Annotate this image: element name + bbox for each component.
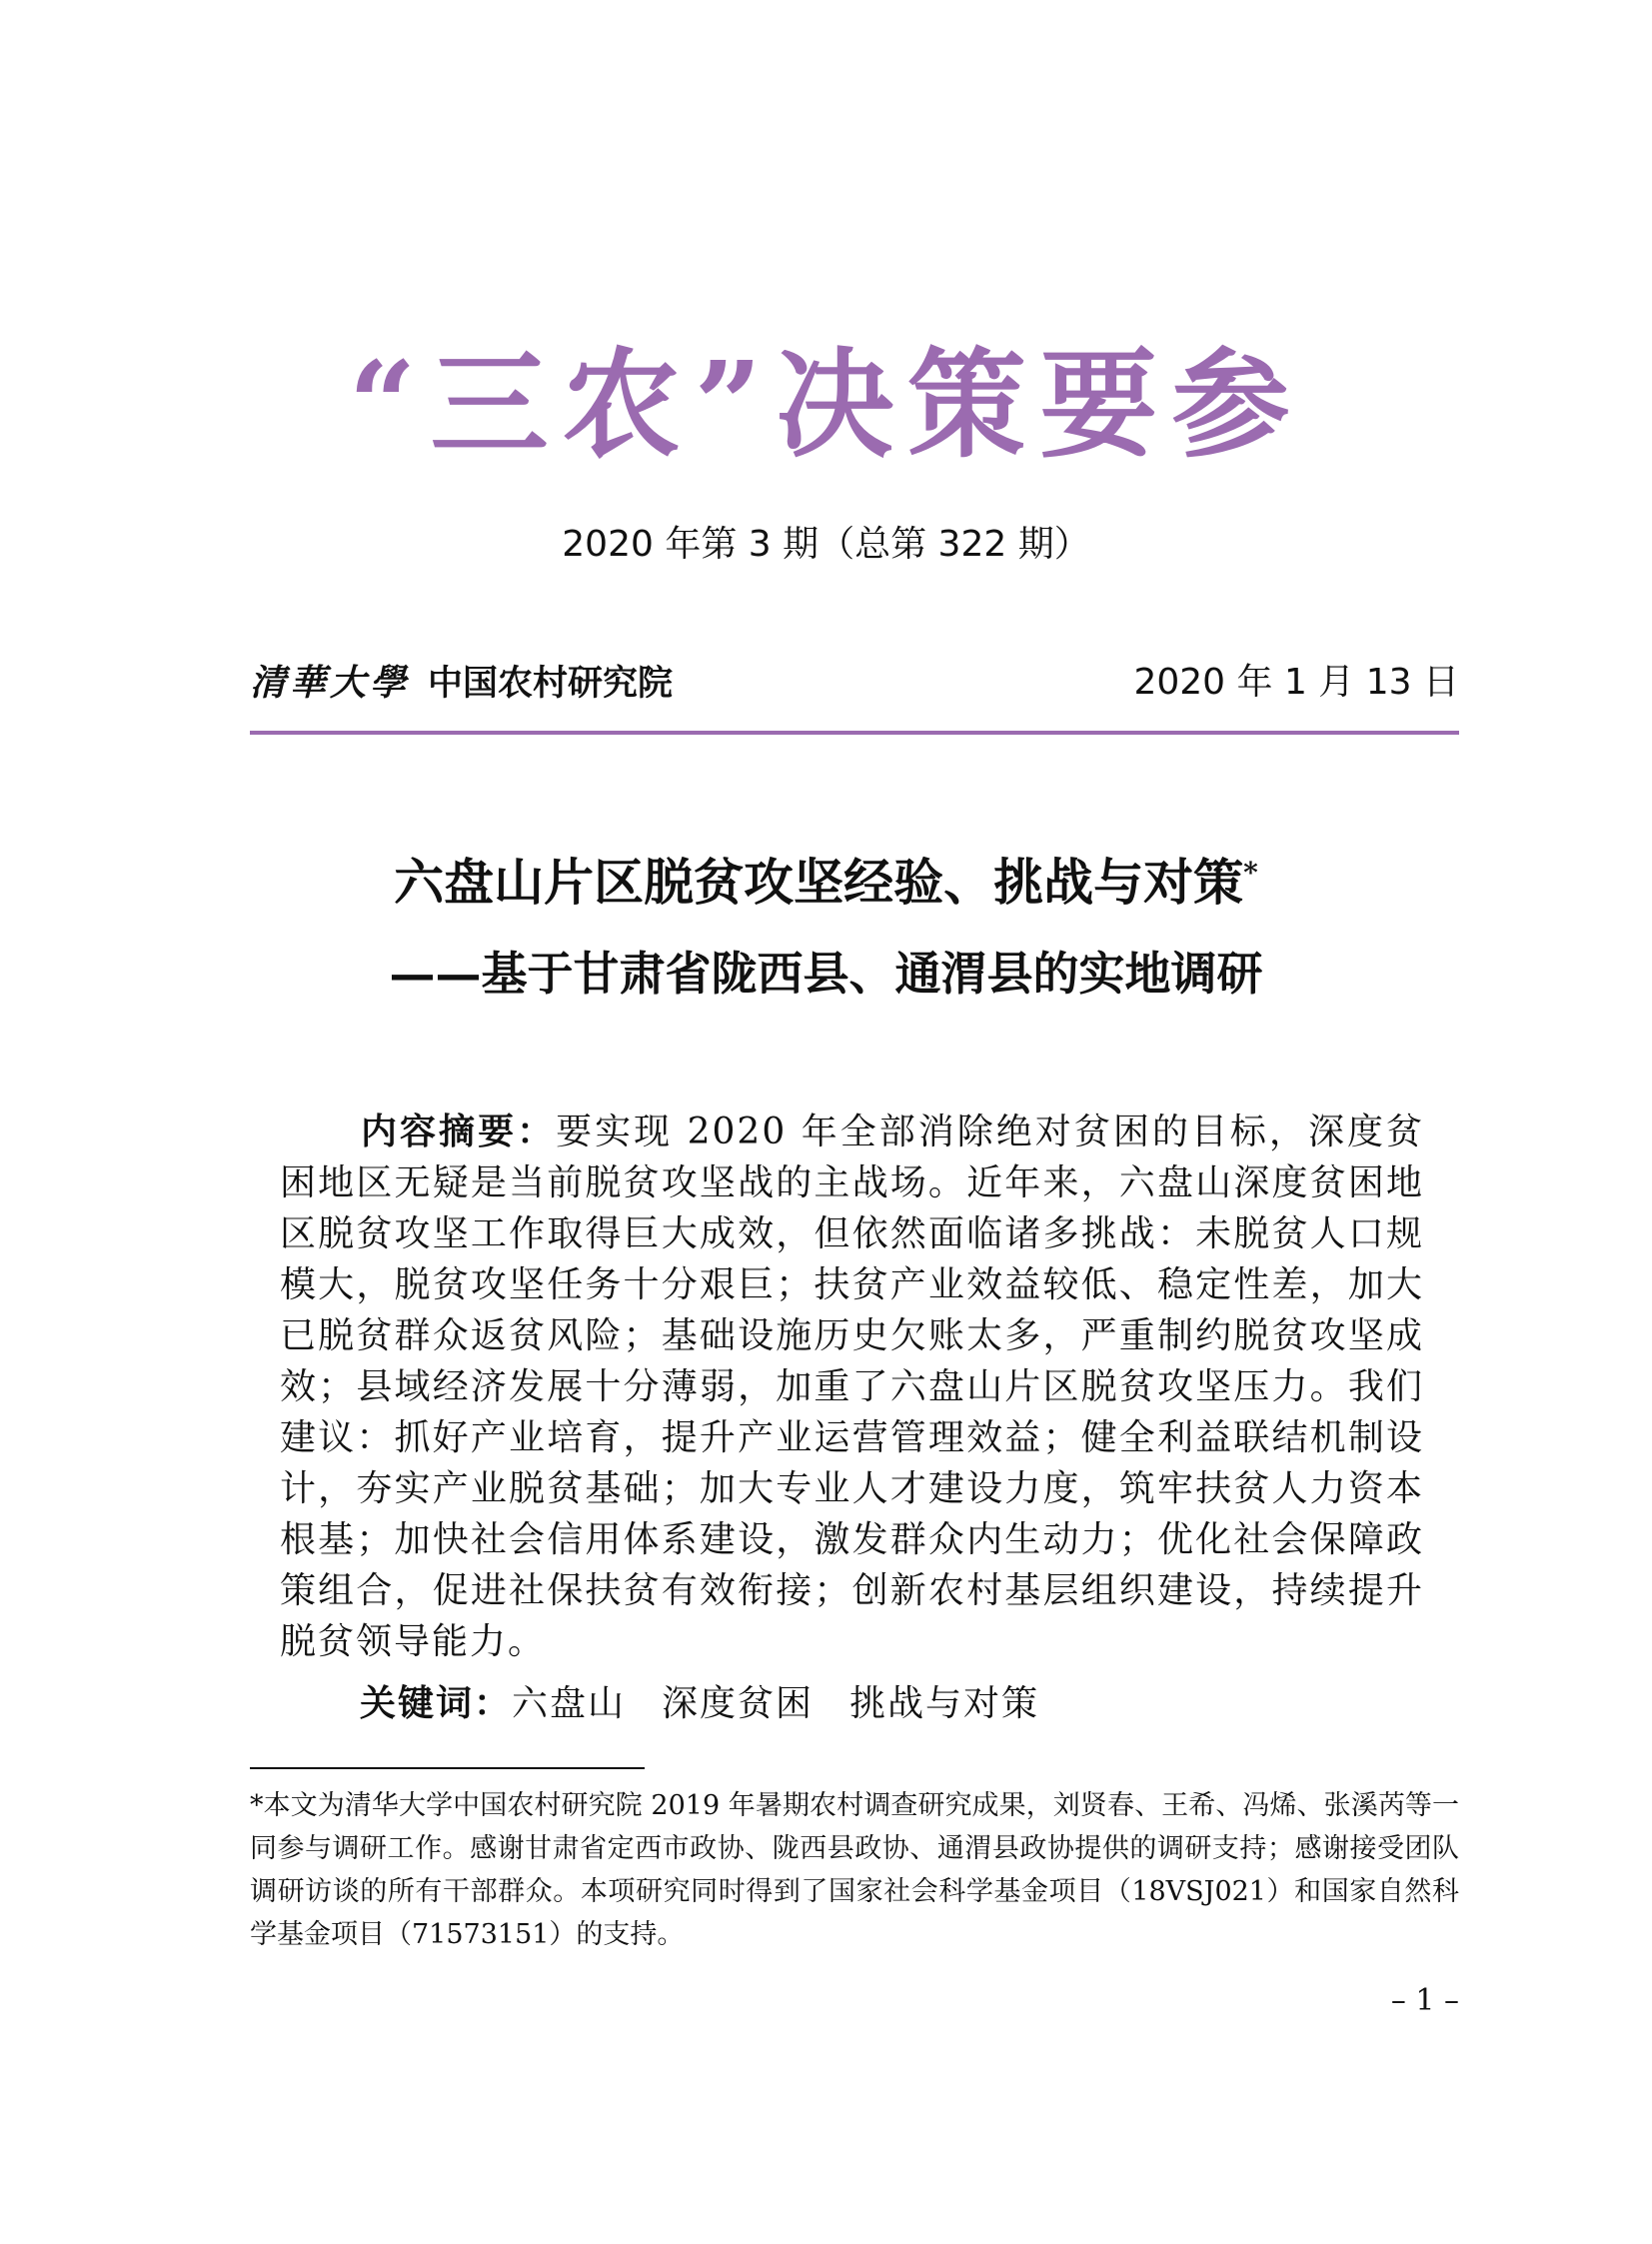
publication-header [250,655,1459,715]
title-footnote-mark: * [1243,856,1258,890]
article-subtitle: ——基于甘肃省陇西县、通渭县的实地调研 [389,947,1263,1001]
masthead-title: “三农”决策要参 [348,335,1304,474]
publication-date: 2020 年 1 月 13 日 [1133,662,1459,703]
keywords [360,1678,1075,1729]
keywords-label: 关键词： [360,1683,513,1724]
keyword: 深度贫困 [662,1683,815,1724]
footnote-divider [250,1767,645,1769]
abstract-label: 内容摘要： [360,1112,557,1152]
article-title [0,848,1652,918]
university-name: 清華大學 [250,662,411,704]
institution [250,655,673,712]
footnote: *本文为清华大学中国农村研究院 2019 年暑期农村调查研究成果，刘贤春、王希、冯烯、张溪芮等一同参与调研工作。感谢甘肃省定西市政协、陇西县政协、通渭县政协提供的调研支持；感谢接受团队调研访谈的所有干部群众。本项研究同时得到了国家社会科学基金项目（18VSJ021）和国家自然科学基金项目（71573151）的支持。 [250,1790,1459,1950]
keyword: 六盘山 [512,1683,627,1724]
title-text: 六盘山片区脱贫攻坚经验、挑战与对策 [394,853,1244,912]
abstract [280,1107,1424,1667]
issue-number: 2020 年第 3 期（总第 322 期） [562,524,1090,565]
keyword: 挑战与对策 [849,1683,1040,1724]
page-number: – 1 – [1390,1983,1459,2018]
header-divider [250,731,1459,735]
abstract-text: 要实现 2020 年全部消除绝对贫困的目标，深度贫困地区无疑是当前脱贫攻坚战的主战场。近年来，六盘山深度贫困地区脱贫攻坚工作取得巨大成效，但依然面临诸多挑战：未脱贫人口规模大，脱贫攻坚任务十分艰巨；扶贫产业效益较低、稳定性差，加大已脱贫群众返贫风险；基础设施历史欠账太多，严重制约脱贫攻坚成效；县域经济发展十分薄弱，加重了六盘山片区脱贫攻坚压力。我们建议：抓好产业培育，提升产业运营管理效益；健全利益联结机制设计，夯实产业脱贫基础；加大专业人才建设力度，筑牢扶贫人力资本根基；加快社会信用体系建设，激发群众内生动力；优化社会保障政策组合，促进社保扶贫有效衔接；创新农村基层组织建设，持续提升脱贫领导能力。 [280,1112,1424,1662]
institute-name: 中国农村研究院 [428,664,674,704]
